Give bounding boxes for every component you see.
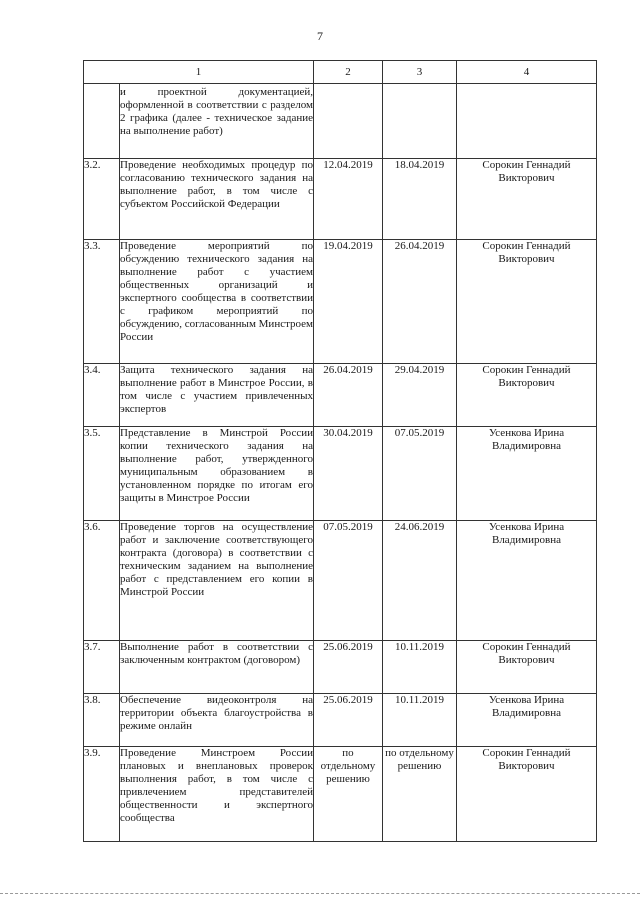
row-responsible: Сорокин Геннадий Викторович [457, 240, 597, 364]
row-start-date: 07.05.2019 [314, 521, 383, 641]
table-row [84, 747, 597, 842]
row-end-date [383, 84, 457, 159]
table-header-row [84, 61, 597, 84]
row-responsible: Сорокин Геннадий Викторович [457, 747, 597, 842]
row-end-date: 26.04.2019 [383, 240, 457, 364]
header-col-2: 2 [314, 61, 383, 84]
row-number: 3.5. [84, 427, 120, 521]
table-row [84, 84, 597, 159]
row-start-date: 19.04.2019 [314, 240, 383, 364]
row-number [84, 84, 120, 159]
header-col-3: 3 [383, 61, 457, 84]
row-end-date: 10.11.2019 [383, 694, 457, 747]
table-row [84, 159, 597, 240]
header-col-1: 1 [84, 61, 314, 84]
row-description: и проектной документацией, оформленной в соответствии с разделом 2 графика (далее - техническое задание на выполнение работ) [120, 84, 314, 159]
row-number: 3.2. [84, 159, 120, 240]
row-end-date: 18.04.2019 [383, 159, 457, 240]
row-start-date: 25.06.2019 [314, 641, 383, 694]
row-description: Представление в Минстрой России копии технического задания на выполнение работ, утвержденного муниципальным образованием в установленном порядке по итогам его защиты в Минстрое России [120, 427, 314, 521]
row-number: 3.7. [84, 641, 120, 694]
row-end-date: 10.11.2019 [383, 641, 457, 694]
row-responsible: Сорокин Геннадий Викторович [457, 159, 597, 240]
table-row [84, 427, 597, 521]
table-row [84, 521, 597, 641]
row-responsible: Усенкова Ирина Владимировна [457, 427, 597, 521]
row-start-date [314, 84, 383, 159]
row-description: Защита технического задания на выполнение работ в Минстрое России, в том числе с участием привлеченных экспертов [120, 364, 314, 427]
row-start-date: 30.04.2019 [314, 427, 383, 521]
row-number: 3.9. [84, 747, 120, 842]
row-responsible [457, 84, 597, 159]
row-number: 3.4. [84, 364, 120, 427]
table-row [84, 641, 597, 694]
row-number: 3.6. [84, 521, 120, 641]
row-responsible: Усенкова Ирина Владимировна [457, 694, 597, 747]
schedule-table [83, 60, 597, 842]
row-end-date: 24.06.2019 [383, 521, 457, 641]
row-number: 3.8. [84, 694, 120, 747]
row-end-date: 29.04.2019 [383, 364, 457, 427]
row-description: Проведение Минстроем России плановых и внеплановых проверок выполнения работ, в том числе с привлечением представителей общественности и экспертного сообщества [120, 747, 314, 842]
row-start-date: 26.04.2019 [314, 364, 383, 427]
row-responsible: Сорокин Геннадий Викторович [457, 364, 597, 427]
table-row [84, 364, 597, 427]
row-responsible: Усенкова Ирина Владимировна [457, 521, 597, 641]
page-bottom-edge [0, 893, 640, 894]
row-description: Проведение торгов на осуществление работ и заключение соответствующего контракта (договора) в соответствии с техническим заданием на выполнение работ с представлением его копии в Минстрой России [120, 521, 314, 641]
row-description: Проведение необходимых процедур по согласованию технического задания на выполнение работ, в том числе с субъектом Российской Федерации [120, 159, 314, 240]
row-responsible: Сорокин Геннадий Викторович [457, 641, 597, 694]
row-start-date: 25.06.2019 [314, 694, 383, 747]
table-row [84, 694, 597, 747]
row-end-date: 07.05.2019 [383, 427, 457, 521]
row-description: Выполнение работ в соответствии с заключенным контрактом (договором) [120, 641, 314, 694]
row-description: Обеспечение видеоконтроля на территории объекта благоустройства в режиме онлайн [120, 694, 314, 747]
row-start-date: 12.04.2019 [314, 159, 383, 240]
row-number: 3.3. [84, 240, 120, 364]
row-end-date: по отдельному решению [383, 747, 457, 842]
page-number: 7 [317, 29, 323, 43]
row-start-date: по отдельному решению [314, 747, 383, 842]
table-row [84, 240, 597, 364]
row-description: Проведение мероприятий по обсуждению технического задания на выполнение работ с участием общественных организаций и экспертного сообщества в соответствии с графиком мероприятий по обсуждению, согласованным Минстроем России [120, 240, 314, 364]
header-col-4: 4 [457, 61, 597, 84]
